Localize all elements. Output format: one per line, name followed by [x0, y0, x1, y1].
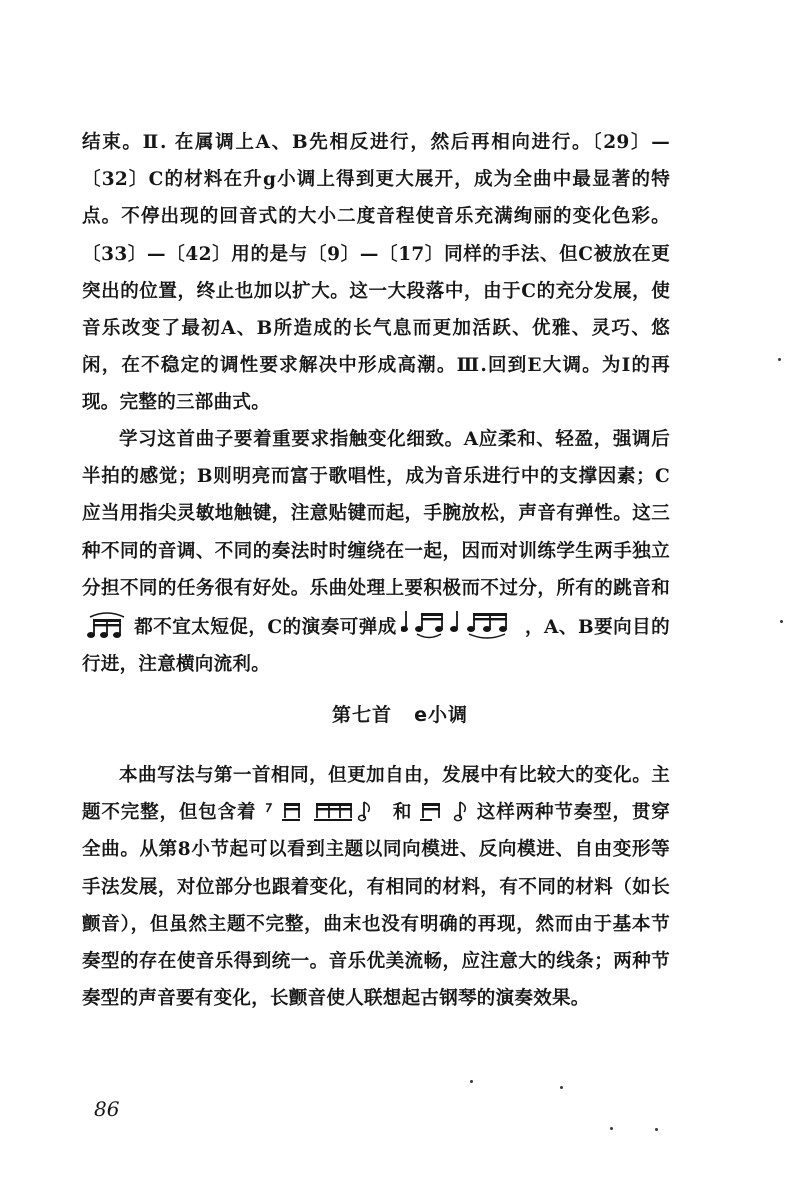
paragraph-seventh-piece: [82, 757, 670, 1017]
section-number: 第七首: [332, 704, 393, 726]
seventh-piece-text-3: 这样两种节奏型，贯穿全曲。从第8小节起可以看到主题以同向模进、反向模进、自由变形等手法发展，对位部分也跟着变化，有相同的材料，有不同的材料（如长颤音），但虽然主题不完整，曲末也没有明确的再现，然而由于基本节奏型的存在使音乐得到统一。音乐优美流畅，应注意大的线条；两种节奏型的声音要有变化，长颤音使人联想起古钢琴的演奏效果。: [82, 802, 670, 1010]
triplet-staccato-rhythm-icon: [86, 611, 130, 641]
seventh-piece-text-1: 本曲写法与第一首相同，但更加自由，发展中有比较大的变化。主题不完整，但包含着: [82, 765, 670, 824]
study-notes-text-2: 都不宜太短促，C的演奏可弹成: [134, 617, 397, 639]
scan-speck: [655, 1128, 658, 1131]
rhythm-pattern-one-icon: [260, 798, 388, 826]
section-key: e小调: [414, 704, 468, 726]
paragraph-analysis: 结束。Ⅱ. 在属调上A、B先相反进行，然后再相向进行。〔29〕—〔32〕C的材料在升g小调上得到更大展开，成为全曲中最显著的特点。不停出现的回音式的大小二度音程使音乐充满绚丽的变化色彩。〔33〕—〔42〕用的是与〔9〕—〔17〕同样的手法、但C被放在更突出的位置，终止也加以扩大。这一大段落中，由于C的充分发展，使音乐改变了最初A、B所造成的长气息而更加活跃、优雅、灵巧、悠闲，在不稳定的调性要求解决中形成高潮。Ⅲ.回到E大调。为Ⅰ的再现。完整的三部曲式。: [82, 132, 670, 414]
rhythm-pattern-two-icon: [416, 798, 472, 826]
scan-speck: [560, 1086, 563, 1089]
slurred-rhythm-figure-icon: [401, 607, 521, 641]
section-heading: [0, 700, 800, 730]
paragraph-study-notes: [82, 421, 670, 683]
scan-speck: [470, 1080, 473, 1083]
scan-speck: [780, 620, 783, 623]
scan-speck: [610, 1127, 613, 1130]
page-number: 86: [94, 1097, 120, 1121]
scan-speck: [778, 358, 781, 361]
seventh-piece-text-2: 和: [392, 802, 413, 824]
study-notes-text-1: 学习这首曲子要着重要求指触变化细致。A应柔和、轻盈，强调后半拍的感觉；B则明亮而富于歌唱性，成为音乐进行中的支撑因素；C应当用指尖灵敏地触键，注意贴键而起，手腕放松，声音有弹性。这三种不同的音调、不同的奏法时时缠绕在一起，因而对训练学生两手独立分担不同的任务很有好处。乐曲处理上要积极而不过分，所有的跳音和: [82, 429, 670, 599]
study-notes-text-3: ，A、B要向目的行进，注意横向流利。: [82, 617, 670, 676]
